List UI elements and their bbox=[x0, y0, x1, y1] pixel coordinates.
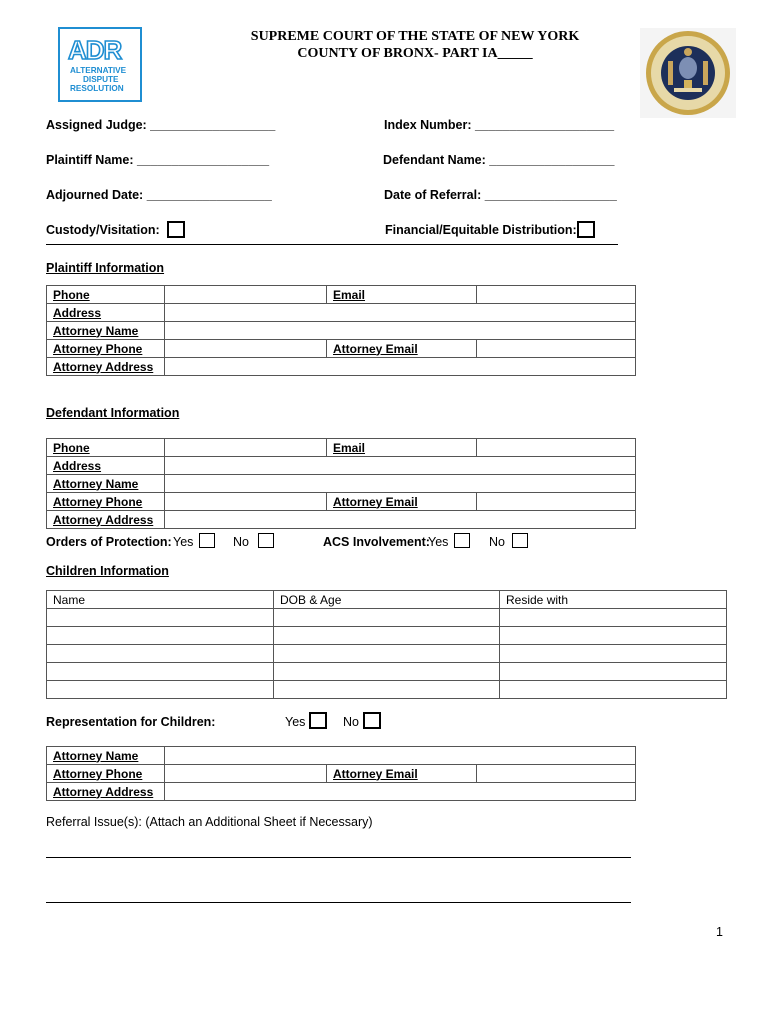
defendant-email-label: Email bbox=[327, 439, 477, 457]
acs-yes-label: Yes bbox=[428, 535, 449, 549]
acs-involvement-label: ACS Involvement: bbox=[323, 535, 430, 549]
plaintiff-phone-input[interactable] bbox=[165, 286, 327, 304]
child-reside-cell[interactable] bbox=[500, 609, 727, 627]
child-name-cell[interactable] bbox=[47, 645, 274, 663]
adr-logo-letters: ADR bbox=[68, 35, 122, 65]
referral-issues-label: Referral Issue(s): (Attach an Additional Sheet if Necessary) bbox=[46, 815, 373, 829]
table-row bbox=[47, 645, 727, 663]
children-attorney-email-label: Attorney Email bbox=[327, 765, 477, 783]
table-header-row bbox=[47, 591, 727, 609]
table-row bbox=[47, 475, 636, 493]
children-attorney-name-input[interactable] bbox=[165, 747, 636, 765]
plaintiff-attorney-address-label: Attorney Address bbox=[47, 358, 165, 376]
child-name-cell[interactable] bbox=[47, 609, 274, 627]
orders-of-protection-label: Orders of Protection: bbox=[46, 535, 172, 549]
child-dob-cell[interactable] bbox=[274, 681, 500, 699]
orders-no-checkbox[interactable] bbox=[258, 533, 274, 548]
adr-logo-line2: DISPUTE bbox=[83, 75, 119, 84]
defendant-email-input[interactable] bbox=[477, 439, 636, 457]
plaintiff-address-input[interactable] bbox=[165, 304, 636, 322]
representation-yes-checkbox[interactable] bbox=[309, 712, 327, 729]
children-table bbox=[46, 590, 727, 699]
defendant-section-heading: Defendant Information bbox=[46, 406, 180, 420]
defendant-phone-input[interactable] bbox=[165, 439, 327, 457]
financial-distribution-checkbox[interactable] bbox=[577, 221, 595, 238]
court-title-line1: SUPREME COURT OF THE STATE OF NEW YORK bbox=[250, 29, 580, 44]
representation-no-label: No bbox=[343, 715, 359, 729]
representation-no-checkbox[interactable] bbox=[363, 712, 381, 729]
referral-issue-line-1[interactable] bbox=[46, 857, 631, 858]
adr-logo-line1: ALTERNATIVE bbox=[70, 66, 127, 75]
plaintiff-name-field[interactable]: Plaintiff Name: ___________________ bbox=[46, 153, 270, 167]
table-row bbox=[47, 493, 636, 511]
defendant-info-table bbox=[46, 438, 636, 529]
children-attorney-phone-input[interactable] bbox=[165, 765, 327, 783]
plaintiff-attorney-name-input[interactable] bbox=[165, 322, 636, 340]
child-dob-cell[interactable] bbox=[274, 663, 500, 681]
defendant-name-field[interactable]: Defendant Name: __________________ bbox=[383, 153, 615, 167]
column-header-dob-age: DOB & Age bbox=[274, 591, 500, 609]
defendant-attorney-name-label: Attorney Name bbox=[47, 475, 165, 493]
representation-yes-label: Yes bbox=[285, 715, 306, 729]
plaintiff-section-heading: Plaintiff Information bbox=[46, 261, 165, 275]
section-divider bbox=[46, 244, 618, 245]
court-title bbox=[230, 28, 600, 62]
plaintiff-attorney-phone-input[interactable] bbox=[165, 340, 327, 358]
table-row bbox=[47, 457, 636, 475]
table-row bbox=[47, 358, 636, 376]
child-dob-cell[interactable] bbox=[274, 609, 500, 627]
plaintiff-email-label: Email bbox=[327, 286, 477, 304]
child-dob-cell[interactable] bbox=[274, 645, 500, 663]
custody-visitation-label: Custody/Visitation: bbox=[46, 223, 160, 237]
children-attorney-phone-label: Attorney Phone bbox=[47, 765, 165, 783]
table-row bbox=[47, 304, 636, 322]
defendant-phone-label: Phone bbox=[47, 439, 165, 457]
child-name-cell[interactable] bbox=[47, 627, 274, 645]
column-header-name: Name bbox=[47, 591, 274, 609]
referral-issue-line-2[interactable] bbox=[46, 902, 631, 903]
table-row bbox=[47, 511, 636, 529]
acs-no-checkbox[interactable] bbox=[512, 533, 528, 548]
table-row bbox=[47, 439, 636, 457]
assigned-judge-field[interactable]: Assigned Judge: __________________ bbox=[46, 118, 276, 132]
child-reside-cell[interactable] bbox=[500, 663, 727, 681]
child-reside-cell[interactable] bbox=[500, 681, 727, 699]
table-row bbox=[47, 286, 636, 304]
financial-distribution-label: Financial/Equitable Distribution: bbox=[385, 223, 577, 237]
table-row bbox=[47, 783, 636, 801]
orders-yes-label: Yes bbox=[173, 535, 194, 549]
table-row bbox=[47, 765, 636, 783]
defendant-address-input[interactable] bbox=[165, 457, 636, 475]
state-seal-icon bbox=[640, 28, 736, 118]
plaintiff-attorney-name-label: Attorney Name bbox=[47, 322, 165, 340]
acs-no-label: No bbox=[489, 535, 505, 549]
plaintiff-attorney-email-input[interactable] bbox=[477, 340, 636, 358]
defendant-attorney-name-input[interactable] bbox=[165, 475, 636, 493]
court-title-line2: COUNTY OF BRONX- PART IA_____ bbox=[297, 46, 533, 61]
adr-logo-line3: RESOLUTION bbox=[70, 84, 124, 93]
children-attorney-table bbox=[46, 746, 636, 801]
child-reside-cell[interactable] bbox=[500, 627, 727, 645]
table-row bbox=[47, 681, 727, 699]
defendant-attorney-phone-input[interactable] bbox=[165, 493, 327, 511]
defendant-attorney-address-label: Attorney Address bbox=[47, 511, 165, 529]
child-name-cell[interactable] bbox=[47, 681, 274, 699]
table-row bbox=[47, 322, 636, 340]
children-attorney-name-label: Attorney Name bbox=[47, 747, 165, 765]
plaintiff-phone-label: Phone bbox=[47, 286, 165, 304]
children-attorney-address-input[interactable] bbox=[165, 783, 636, 801]
column-header-reside-with: Reside with bbox=[500, 591, 727, 609]
child-name-cell[interactable] bbox=[47, 663, 274, 681]
children-attorney-email-input[interactable] bbox=[477, 765, 636, 783]
table-row bbox=[47, 340, 636, 358]
plaintiff-attorney-email-label: Attorney Email bbox=[327, 340, 477, 358]
defendant-attorney-email-input[interactable] bbox=[477, 493, 636, 511]
table-row bbox=[47, 747, 636, 765]
custody-visitation-checkbox[interactable] bbox=[167, 221, 185, 238]
representation-for-children-label: Representation for Children: bbox=[46, 715, 216, 729]
page-number: 1 bbox=[716, 925, 723, 939]
adjourned-date-field[interactable]: Adjourned Date: __________________ bbox=[46, 188, 272, 202]
adr-logo bbox=[58, 27, 142, 102]
acs-yes-checkbox[interactable] bbox=[454, 533, 470, 548]
plaintiff-attorney-phone-label: Attorney Phone bbox=[47, 340, 165, 358]
index-number-field[interactable]: Index Number: ____________________ bbox=[384, 118, 615, 132]
adr-logo-graphic bbox=[60, 29, 140, 100]
orders-no-label: No bbox=[233, 535, 249, 549]
defendant-attorney-address-input[interactable] bbox=[165, 511, 636, 529]
plaintiff-email-input[interactable] bbox=[477, 286, 636, 304]
table-row bbox=[47, 609, 727, 627]
defendant-address-label: Address bbox=[47, 457, 165, 475]
date-of-referral-field[interactable]: Date of Referral: ___________________ bbox=[384, 188, 617, 202]
child-reside-cell[interactable] bbox=[500, 645, 727, 663]
table-row bbox=[47, 627, 727, 645]
child-dob-cell[interactable] bbox=[274, 627, 500, 645]
children-section-heading: Children Information bbox=[46, 564, 169, 578]
defendant-attorney-phone-label: Attorney Phone bbox=[47, 493, 165, 511]
children-attorney-address-label: Attorney Address bbox=[47, 783, 165, 801]
defendant-attorney-email-label: Attorney Email bbox=[327, 493, 477, 511]
plaintiff-info-table bbox=[46, 285, 636, 376]
plaintiff-address-label: Address bbox=[47, 304, 165, 322]
table-row bbox=[47, 663, 727, 681]
plaintiff-attorney-address-input[interactable] bbox=[165, 358, 636, 376]
orders-yes-checkbox[interactable] bbox=[199, 533, 215, 548]
